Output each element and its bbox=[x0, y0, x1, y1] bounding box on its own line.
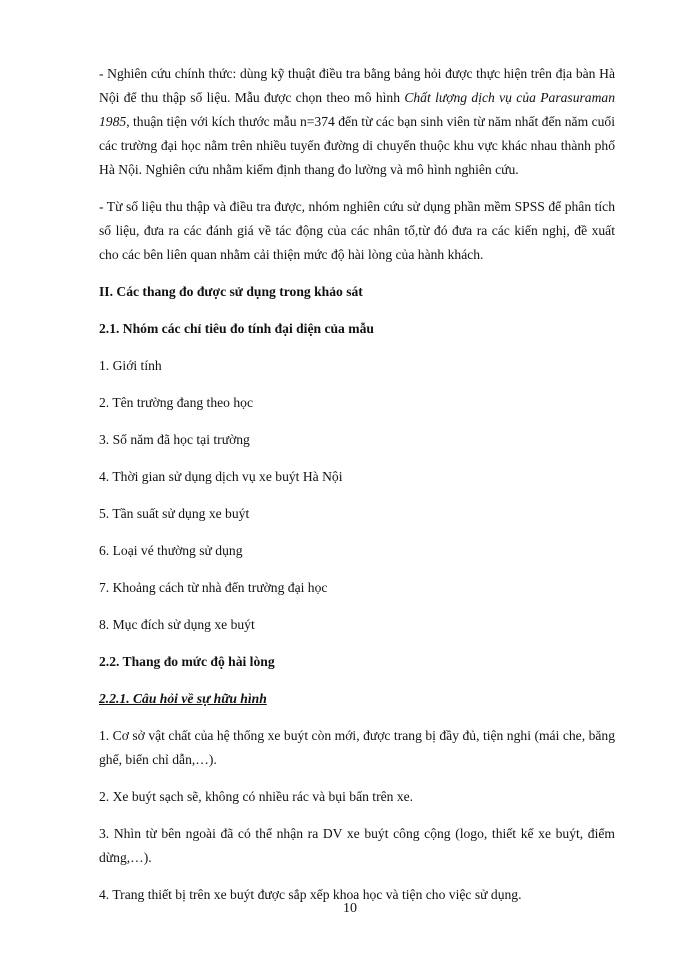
list-item: 2. Tên trường đang theo học bbox=[99, 395, 253, 410]
paragraph-text: , thuận tiện với kích thước mẫu n=374 đến từ các bạn sinh viên từ năm nhất đến năm cuối các trường đại học nằm trên nhiều tuyến đường di chuyển thuộc khu vực khác nhau thành phố Hà Nội. Nghiên cứu nhằm kiểm định thang đo lường và mô hình nghiên cứu. bbox=[99, 114, 615, 177]
page-number: 10 bbox=[343, 901, 357, 916]
list-item: 5. Tần suất sử dụng xe buýt bbox=[99, 506, 250, 521]
list-item: 3. Số năm đã học tại trường bbox=[99, 432, 250, 447]
subsubsection-heading-tangibles: 2.2.1. Câu hỏi về sự hữu hình bbox=[99, 691, 267, 706]
page-content bbox=[99, 62, 615, 920]
list-item: 6. Loại vé thường sử dụng bbox=[99, 543, 243, 558]
list-item: 1. Giới tính bbox=[99, 358, 162, 373]
paragraph-official-research bbox=[99, 62, 615, 182]
model-name-italic: Chất lượng dịch vụ của Parasuraman 1985 bbox=[99, 90, 615, 129]
question-item: 2. Xe buýt sạch sẽ, không có nhiều rác và bụi bẩn trên xe. bbox=[99, 789, 414, 804]
paragraph-text: - Nghiên cứu chính thức: dùng kỹ thuật điều tra bằng bảng hỏi được thực hiện trên địa bàn Hà Nội để thu thập số liệu. Mẫu được chọn theo mô hình bbox=[99, 66, 615, 105]
subsection-heading-representative: 2.1. Nhóm các chỉ tiêu đo tính đại diện của mẫu bbox=[99, 321, 374, 336]
subsection-heading-satisfaction: 2.2. Thang đo mức độ hài lòng bbox=[99, 654, 275, 669]
question-item: 3. Nhìn từ bên ngoài đã có thể nhận ra DV xe buýt công cộng (logo, thiết kế xe buýt, điểm dừng,…). bbox=[99, 826, 615, 865]
list-item: 7. Khoảng cách từ nhà đến trường đại học bbox=[99, 580, 328, 595]
question-item: 1. Cơ sở vật chất của hệ thống xe buýt còn mới, được trang bị đầy đủ, tiện nghi (mái che, băng ghế, biển chỉ dẫn,…). bbox=[99, 728, 615, 767]
list-item: 4. Thời gian sử dụng dịch vụ xe buýt Hà Nội bbox=[99, 469, 343, 484]
question-item: 4. Trang thiết bị trên xe buýt được sắp xếp khoa học và tiện cho việc sử dụng. bbox=[99, 887, 522, 902]
list-item: 8. Mục đích sử dụng xe buýt bbox=[99, 617, 255, 632]
section-heading: II. Các thang đo được sử dụng trong khảo sát bbox=[99, 284, 363, 299]
paragraph-data-analysis: - Từ số liệu thu thập và điều tra được, nhóm nghiên cứu sử dụng phần mềm SPSS để phân tích số liệu, đưa ra các đánh giá về tác động của các nhân tố,từ đó đưa ra các kiến nghị, đề xuất cho các bên liên quan nhằm cải thiện mức độ hài lòng của hành khách. bbox=[99, 199, 615, 262]
